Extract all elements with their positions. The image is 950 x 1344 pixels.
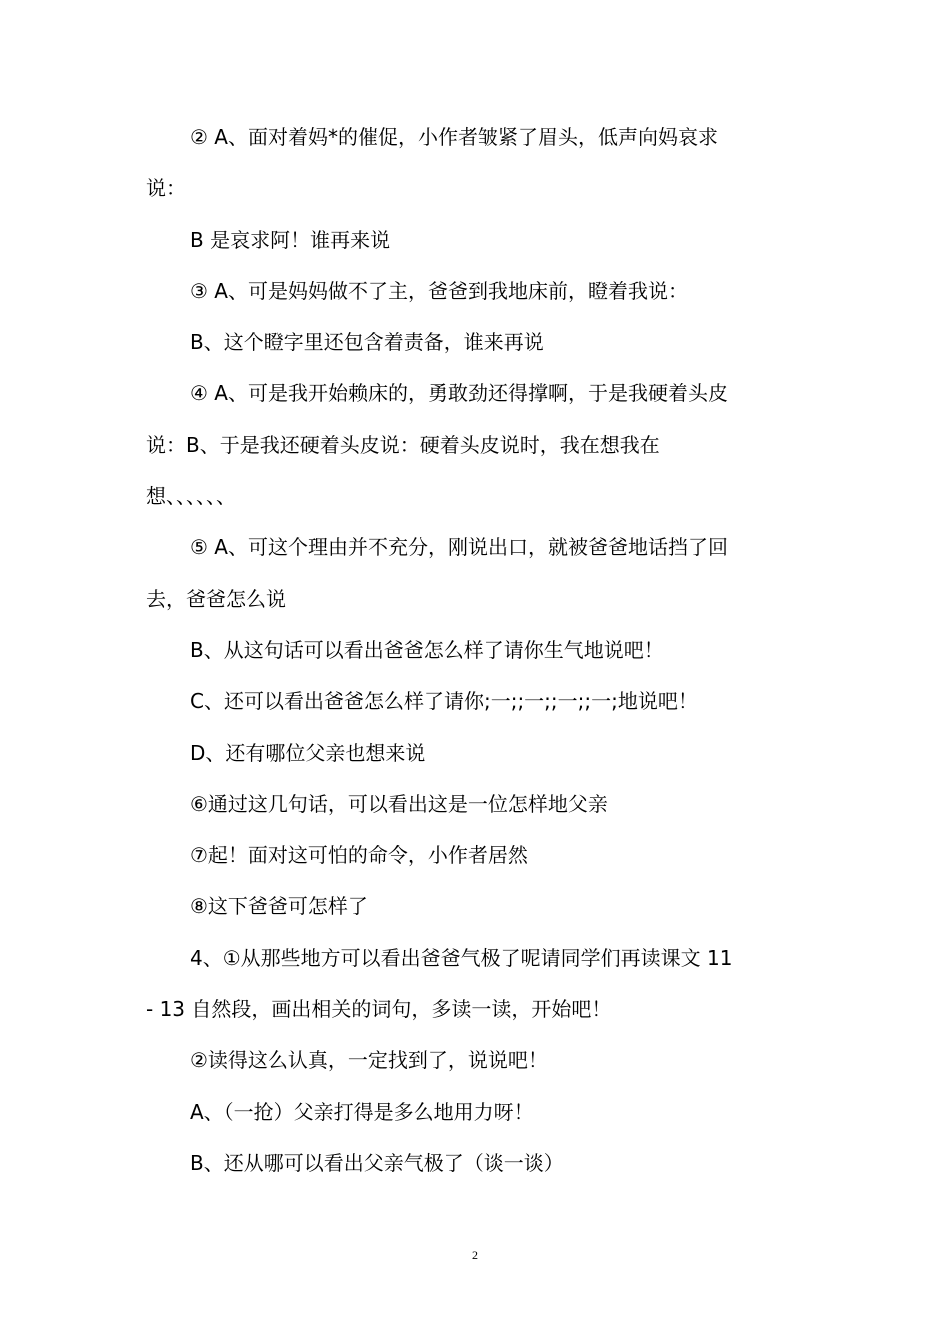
paragraph-line: D、还有哪位父亲也想来说 [190,740,426,765]
paragraph-line: C、还可以看出爸爸怎么样了请你;一;;一;;一;;一;地说吧！ [190,689,698,714]
paragraph-line: ②读得这么认真，一定找到了，说说吧！ [190,1048,548,1073]
paragraph-line: 去，爸爸怎么说 [146,586,286,611]
page-number: 2 [472,1248,478,1262]
paragraph-line: ⑥通过这几句话，可以看出这是一位怎样地父亲 [190,791,608,816]
paragraph-line: 说：B、于是我还硬着头皮说：硬着头皮说时，我在想我在 [146,432,660,457]
paragraph-line: ⑤ A、可这个理由并不充分，刚说出口，就被爸爸地话挡了回 [190,535,728,560]
paragraph-line: 说： [146,176,186,201]
paragraph-line: - 13 自然段，画出相关的词句，多读一读，开始吧！ [146,997,612,1022]
paragraph-line: B、从这句话可以看出爸爸怎么样了请你生气地说吧！ [190,637,664,662]
paragraph-line: A、（一抢）父亲打得是多么地用力呀！ [190,1099,534,1124]
paragraph-line: ⑧这下爸爸可怎样了 [190,894,368,919]
paragraph-line: ② A、面对着妈*的催促，小作者皱紧了眉头，低声向妈哀求 [190,125,718,149]
paragraph-line: B、这个瞪字里还包含着责备，谁来再说 [190,330,544,355]
paragraph-line: 4、①从那些地方可以看出爸爸气极了呢请同学们再读课文 11 [190,945,733,970]
paragraph-line: ④ A、可是我开始赖床的，勇敢劲还得撑啊，于是我硬着头皮 [190,381,728,406]
paragraph-line: B 是哀求阿！谁再来说 [190,227,391,252]
paragraph-line: 想、、、、、、 [146,484,236,509]
paragraph-line: ③ A、可是妈妈做不了主，爸爸到我地床前，瞪着我说： [190,278,688,303]
document-body [146,112,796,1189]
paragraph-line: B、还从哪可以看出父亲气极了（谈一谈） [190,1150,564,1175]
paragraph-line: ⑦起！面对这可怕的命令，小作者居然 [190,843,528,868]
